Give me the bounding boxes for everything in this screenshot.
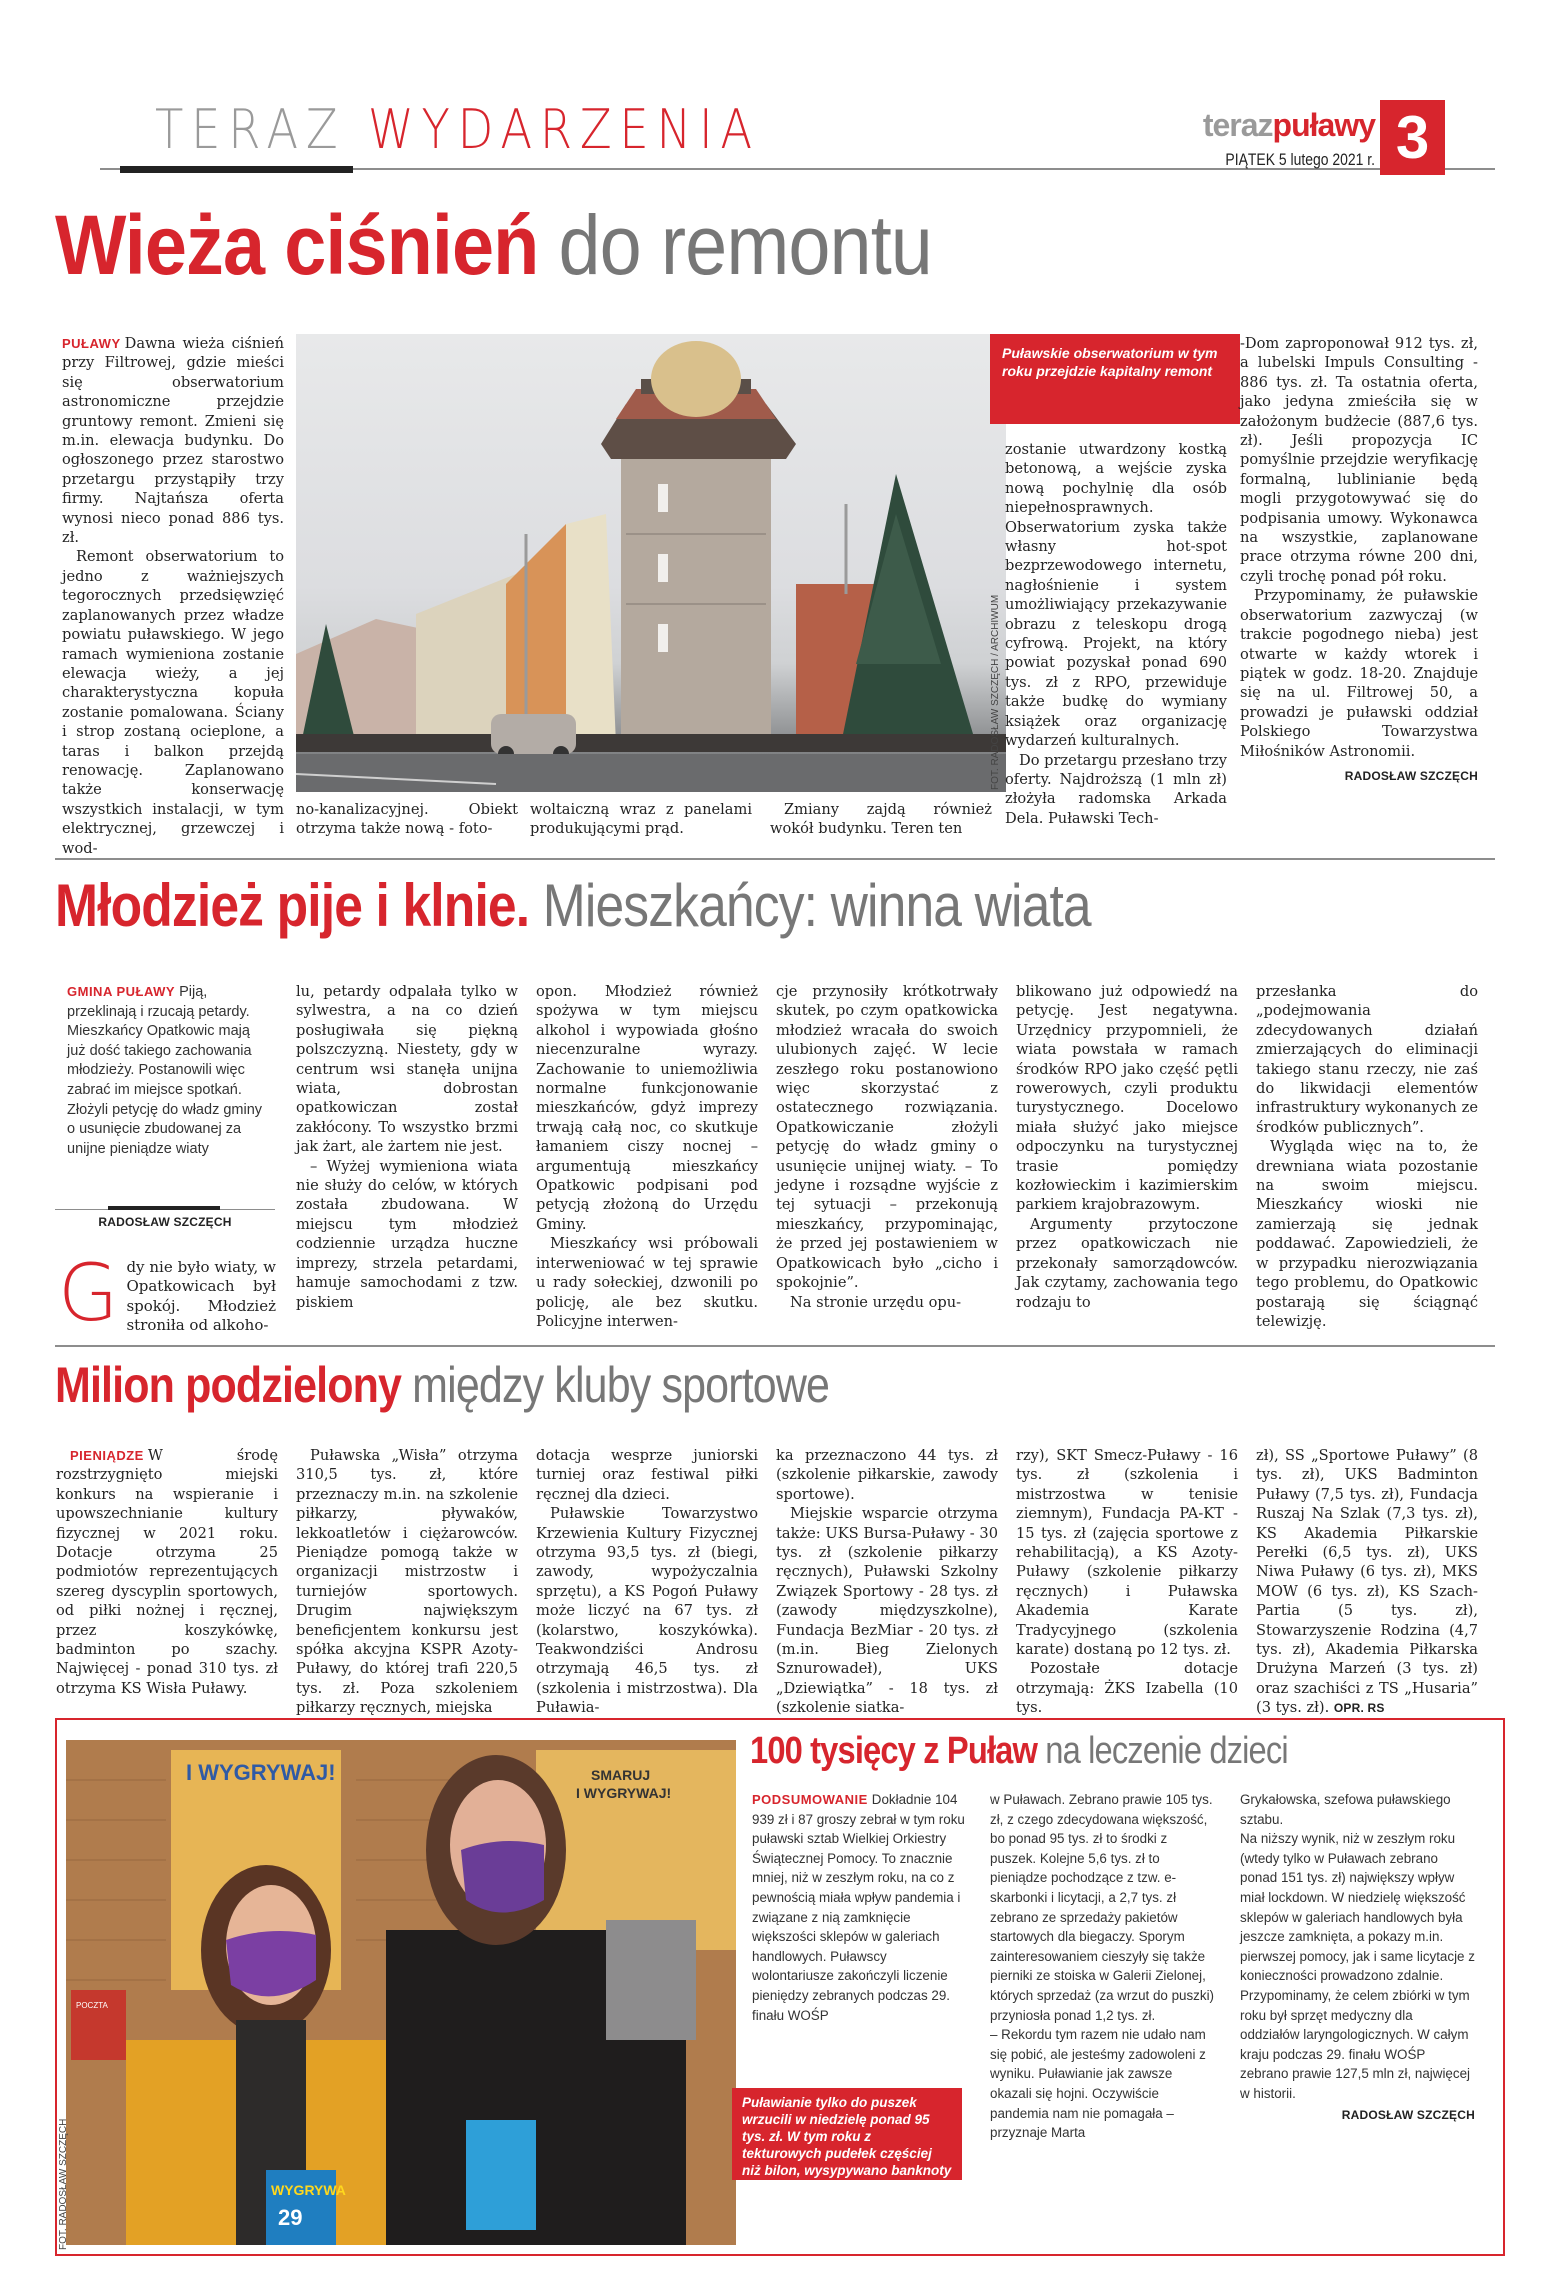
text: W środę rozstrzygnięto miejski konkurs na wspieranie i upowszechnianie kultury fizycznej w 2021 roku. Dotacje otrzyma 25 podmiotów reprezentujących szereg dyscyplin sportowych, od piłki nożnej i ręcznej, przez koszykówkę, badminton po szachy. Najwięcej - ponad 310 tys. zł otrzyma KS Wisła Puławy. bbox=[56, 1447, 278, 1697]
drop-cap: G bbox=[58, 1249, 119, 1339]
paragraph: no-kanalizacyjnej. Obiekt otrzyma także nową - foto- bbox=[296, 801, 518, 838]
paragraph: – Wyżej wymieniona wiata nie służy do celów, w których została zbudowana. W miejscu tym młodzież codziennie urządza huczne imprezy, strzela petardami, hamuje samochodami z tzw. piskiem bbox=[296, 1157, 518, 1311]
article3-column-2 bbox=[296, 1446, 518, 1718]
article1-column-4 bbox=[1005, 440, 1227, 828]
kicker: PUŁAWY bbox=[62, 336, 121, 351]
article1-column-1 bbox=[62, 334, 284, 858]
paragraph: Miejskie wsparcie otrzyma także: UKS Bursa-Puławy - 30 tys. zł (szkolenie piłkarzy ręcznych), Puławski Szkolny Związek Sportowy - 28 tys. zł (zawody międzyszkolne), Fundacja BezMiar - 20 tys. zł (m.in. Bieg Zielonych Sznurowadeł), UKS „Dziewiątka” - 18 tys. zł (szkolenie siatka- bbox=[776, 1505, 998, 1717]
article1-headline bbox=[55, 195, 932, 295]
section-title-gray: TERAZ bbox=[155, 98, 346, 161]
headline-gray: Mieszkańcy: winna wiata bbox=[542, 872, 1091, 939]
logo-pulawy: puławy bbox=[1272, 107, 1375, 143]
paragraph: w Puławach. Zebrano prawie 105 tys. zł, z czego zdecydowana większość, bo ponad 95 tys. zł to środki z puszek. Kolejne 5,6 tys. zł to pieniądze pochodzące z tzw. e-skarbonki i licytacji, a 2,7 tys. zł zebrano ze sprzedaży pakietów startowych dla biegaczy. Sporym zainteresowaniem cieszyły się także pierniki ze stoiska w Galerii Zielonej, których sprzedaż (za wrzut do puszki) przyniosła ponad 1,2 tys. zł. bbox=[990, 1792, 1214, 2023]
svg-text:29: 29 bbox=[278, 2205, 303, 2230]
paragraph: przesłanka do „podejmowania zdecydowanych działań zmierzających do eliminacji takiego stanu rzeczy, nie zaś do likwidacji elementów infrastruktury wykonanych ze środków publicznych”. bbox=[1256, 983, 1478, 1136]
wosp-photo-caption: Puławianie tylko do puszek wrzucili w niedzielę ponad 95 tys. zł. W tym roku z tekturowych pudełek częściej niż bilon, wysypywano banknoty bbox=[732, 2088, 962, 2180]
headline-gray: na leczenie dzieci bbox=[1045, 1730, 1288, 1772]
photo-caption: Puławskie obserwatorium w tym roku przejdzie kapitalny remont bbox=[990, 334, 1240, 424]
paragraph: -Dom zaproponował 912 tys. zł, a lubelski Impuls Consulting - 886 tys. zł. Ta ostatnia oferta, jako jedyna zmieściła się w założonym budżecie (887,6 tys. zł). Jeśli propozycja IC pomyślnie przejdzie weryfikację formalną, lublinianie będą mogli przygotowywać się do podpisania umowy. Wykonawca na wszystkie, zaplanowane prace otrzyma równe 200 dni, czyli trochę ponad pół roku. bbox=[1240, 335, 1478, 585]
paragraph: – Rekordu tym razem nie udało nam się pobić, ale jesteśmy zadowoleni z wyniku. Puławianie jak zawsze okazali się hojni. Oczywiście pandemia nam nie pomagała – przyznaje Marta bbox=[990, 2027, 1206, 2141]
article3-headline bbox=[55, 1355, 829, 1415]
lead-byline: RADOSŁAW SZCZĘCH bbox=[98, 1215, 232, 1229]
paragraph: Grykałowska, szefowa puławskiego sztabu. bbox=[1240, 1792, 1451, 1827]
text: Dokładnie 104 939 zł i 87 groszy zebrał w tym roku puławski sztab Wielkiej Orkiestry Świątecznej Pomocy. To znacznie mniej, niż w zeszłym roku, na co z pewnością miała wpływ pandemia i związane z nią zamknięcie większości sklepów w galeriach handlowych. Puławscy wolontariusze zakończyli liczenie pieniędzy zebranych podczas 29. finału WOŚP bbox=[752, 1792, 965, 2023]
svg-text:WYGRYWA: WYGRYWA bbox=[271, 2182, 346, 2198]
text: zł), SS „Sportowe Puławy” (8 tys. zł), UKS Badminton Puławy (7,5 tys. zł), Fundacja Ruszaj Na Szlak (7,3 tys. zł), KS Akademia Piłkarskie Perełki (6,5 tys. zł), UKS Niwa Puławy (6 tys. zł), MKS MOW (6 tys. zł), KS Szach-Partia (5 tys. zł), Stowarzyszenie Rodzina (4,7 tys. zł), Akademia Piłkarska Drużyna Marzeń (3 tys. zł) oraz szachiści z TS „Husaria” (3 tys. zł). bbox=[1256, 1447, 1478, 1717]
article4-column-3 bbox=[1240, 1790, 1475, 2125]
wosp-photo bbox=[66, 1740, 736, 2245]
lead-rule-accent bbox=[108, 1206, 220, 1210]
article4-column-2 bbox=[990, 1790, 1215, 2143]
article4-headline bbox=[750, 1728, 1288, 1774]
article3-column-5 bbox=[1016, 1446, 1238, 1718]
page-number: 3 bbox=[1380, 100, 1445, 175]
water-tower-image bbox=[296, 334, 1006, 792]
article3-column-3 bbox=[536, 1446, 758, 1718]
logo-teraz: teraz bbox=[1202, 107, 1273, 143]
paragraph: Argumenty przytoczone przez opatkowiczach nie przekonały samorządowców. Jak czytamy, zachowania tego rodzaju to bbox=[1016, 1215, 1238, 1311]
paragraph bbox=[62, 334, 284, 547]
paragraph: rzy), SKT Smecz-Puławy - 16 tys. zł (szkolenia i mistrzostwa w tenisie ziemnym), Fundacja PA-KT - 15 tys. zł (zajęcia sportowe z rehabilitacją), a KS Azoty-Puławy (szkolenie piłkarzy ręcznych) i Puławska Akademia Karate Tradycyjnego (szkolenia karate) dostaną po 12 tys. zł. bbox=[1016, 1447, 1238, 1659]
paragraph: Na niższy wynik, niż w zeszłym roku (wtedy tylko w Puławach zebrano ponad 151 tys. zł) największy wpływ miał lockdown. W niedzielę większość sklepów w galeriach handlowych była jeszcze zamknięta, a pokazy m.in. pierwszej pomocy, jak i same licytacje z konieczności prowadzono zdalnie. bbox=[1240, 1831, 1475, 1984]
article2-column-5 bbox=[1016, 982, 1238, 1312]
section-divider bbox=[55, 858, 1495, 860]
article2-column-3 bbox=[536, 982, 758, 1331]
paragraph bbox=[56, 1446, 278, 1698]
article1-column-3b bbox=[770, 800, 992, 839]
byline: RADOSŁAW SZCZĘCH bbox=[1341, 2107, 1475, 2122]
article3-column-4 bbox=[776, 1446, 998, 1718]
headline-red: Milion podzielony bbox=[55, 1357, 402, 1413]
headline-gray: do remontu bbox=[558, 198, 932, 292]
kicker: GMINA PUŁAWY bbox=[67, 984, 176, 999]
paragraph: lu, petardy odpalała tylko w sylwestra, a na co dzień posługiwała się piękną polszczyzną. Niestety, gdy w centrum wsi stanęła unijna wiata, dobrostan opatkowiczan został zakłócony. To wszystko brzmi jak żart, ale żartem nie jest. bbox=[296, 983, 518, 1156]
article2-column-1 bbox=[58, 1249, 276, 1339]
lead-text: Piją, przeklinają i rzucają petardy. Mieszkańcy Opatkowic mają już dość takiego zachowania młodzieży. Postanowili więc zabrać im miejsce spotkań. Złożyli petycję do władz gminy o usunięcie zbudowanej za unijne pieniądze wiaty bbox=[67, 984, 263, 1157]
section-title bbox=[155, 100, 760, 160]
paragraph: Mieszkańcy wsi próbowali interweniować w tej sprawie u rady sołeckiej, dzwonili po policję, ale bez skutku. Policyjne interwen- bbox=[536, 1235, 758, 1330]
paragraph: Do przetargu przesłano trzy oferty. Najdroższą (1 mln zł) złożyła radomska Arkada Dela. Puławski Tech- bbox=[1005, 751, 1227, 827]
text: dy nie było wiaty, w Opatkowicach był spokój. Młodzież stroniła od alkoho- bbox=[126, 1258, 276, 1335]
headline-red: 100 tysięcy z Puław bbox=[750, 1730, 1038, 1772]
text: Dawna wieża ciśnień przy Filtrowej, gdzie mieści się obserwatorium astronomiczne przejdzie gruntowy remont. Zmieni się m.in. elewacja budynku. Do ogłoszonego przez starostwo przetargu przystąpiły trzy firmy. Najtańsza oferta wynosi nieco ponad 886 tys. zł. bbox=[62, 335, 284, 547]
svg-text:SMARUJ: SMARUJ bbox=[591, 1767, 651, 1783]
kicker: PODSUMOWANIE bbox=[752, 1792, 868, 1807]
paragraph: opon. Młodzież również spożywa w tym miejscu alkohol i wypowiada głośno niecenzuralne wyrazy. Zachowanie to uniemożliwia normalne funkcjonowanie mieszkańców, gdyż imprezy trwają całą noc, co skutkuje łamaniem ciszy nocnej – argumentują mieszkańcy Opatkowic podpisani pod petycją złożoną do Urzędu Gminy. bbox=[536, 983, 758, 1233]
paragraph: cje przynosiły krótkotrwały skutek, po czym opatkowicka młodzież wracała do swoich ulubionych zajęć. W lecie zeszłego roku postanowiono więc skorzystać z ostatecznego rozwiązania. Opatkowiczanie złożyli petycję do władz gminy o usunięcie unijnej wiaty. – To jedyne i rozsądne wyjście z tej sytuacji – przekonują mieszkańcy, przypominając, że przed jej postawieniem w Opatkowicach było „cicho i spokojnie”. bbox=[776, 983, 998, 1292]
photo-credit: FOT. RADOSŁAW SZCZĘCH / ARCHIWUM bbox=[990, 594, 1001, 790]
svg-text:I WYGRYWAJ!: I WYGRYWAJ! bbox=[186, 1760, 336, 1785]
article2-column-6 bbox=[1256, 982, 1478, 1331]
paragraph: Remont obserwatorium to jedno z ważniejszych tegorocznych przedsięwzięć zaplanowanych przez władze powiatu puławskiego. W jego ramach wymieniona zostanie elewacja wieży, a jej charakterystyczna kopuła zostanie pomalowana. Ściany i strop zostaną ocieplone, a taras i balkon przejdą renowację. Zaplanowano także konserwację wszystkich instalacji, w tym elektrycznej, grzewczej i wod- bbox=[62, 548, 284, 857]
paragraph: Puławskie Towarzystwo Krzewienia Kultury Fizycznej otrzyma 93,5 tys. zł (biegi, zawody, wypożyczalnia sprzętu), a KS Pogoń Puławy może liczyć na 67 tys. zł (kolarstwo, koszykówka). Teakwondziści Androsu otrzymają 46,5 tys. zł (szkolenia i mistrzostwa). Dla Puławia- bbox=[536, 1505, 758, 1717]
section-divider bbox=[55, 1345, 1495, 1347]
article4-column-1 bbox=[752, 1790, 967, 2025]
headline-red: Młodzież pije i klnie. bbox=[55, 872, 530, 939]
headline-gray: między kluby sportowe bbox=[412, 1357, 830, 1413]
svg-text:POCZTA: POCZTA bbox=[76, 2001, 108, 2010]
article3-column-6 bbox=[1256, 1446, 1478, 1719]
paragraph: blikowano już odpowiedź na petycję. Jest negatywna. Urzędnicy przypomnieli, że wiata powstała w ramach środków RPO jako część pętli rowerowych, czyli produktu turystycznego. Docelowo miała służyć jako miejsce odpoczynku na turystycznej trasie pomiędzy kozłowieckim i kazimierskim parkiem krajobrazowym. bbox=[1016, 983, 1238, 1214]
publication-date: PIĄTEK 5 lutego 2021 r. bbox=[1225, 150, 1375, 169]
paragraph: ka przeznaczono 44 tys. zł (szkolenie piłkarskie, zawody sportowe). bbox=[776, 1447, 998, 1503]
headline-red: Wieża ciśnień bbox=[55, 198, 539, 292]
paragraph bbox=[1256, 1446, 1478, 1719]
header-accent-bar bbox=[120, 166, 353, 173]
article1-column-5 bbox=[1240, 334, 1478, 786]
svg-text:I WYGRYWAJ!: I WYGRYWAJ! bbox=[576, 1785, 672, 1801]
article1-column-2 bbox=[296, 800, 518, 839]
article2-column-4 bbox=[776, 982, 998, 1312]
article2-headline bbox=[55, 870, 1091, 942]
masthead-logo bbox=[1160, 108, 1375, 142]
paragraph: Zmiany zajdą również wokół budynku. Teren ten bbox=[770, 801, 992, 838]
article2-lead bbox=[67, 982, 272, 1159]
paragraph: Przypominamy, że celem zbiórki w tym roku był sprzęt medyczny dla oddziałów laryngologicznych. W całym kraju podczas 29. finału WOŚP zebrano prawie 127,5 mln zł, najwięcej w historii. bbox=[1240, 1987, 1470, 2101]
paragraph: Pozostałe dotacje otrzymają: ŻKS Izabella (10 tys. bbox=[1016, 1660, 1238, 1717]
byline: RADOSŁAW SZCZĘCH bbox=[1344, 768, 1478, 783]
paragraph: Przypominamy, że puławskie obserwatorium zazwyczaj (w trakcie pogodnego nieba) jest otwarte w każdy wtorek i piątek w godz. 18-20. Znajduje się na ul. Filtrowej 50, a prowadzi je puławski oddział Polskiego Towarzystwa Miłośników Astronomii. bbox=[1240, 587, 1478, 760]
paragraph: Na stronie urzędu opu- bbox=[790, 1293, 962, 1311]
volunteers-image bbox=[66, 1740, 736, 2245]
article2-column-2 bbox=[296, 982, 518, 1312]
paragraph: dotacja wesprze juniorski turniej oraz festiwal piłki ręcznej dla dzieci. bbox=[536, 1447, 758, 1503]
paragraph: Puławska „Wisła” otrzyma 310,5 tys. zł, które przeznaczy m.in. na szkolenie piłkarzy, pływaków, lekkoatletów i ciężarowców. Pieniądze pomogą także w organizacji mistrzostw i turniejów sportowych. Drugim największym beneficjentem konkursu jest spółka akcyjna KSPR Azoty-Puławy, do której trafi 220,5 tys. zł. Poza szkoleniem piłkarzy ręcznych, miejska bbox=[296, 1447, 518, 1717]
paragraph: zostanie utwardzony kostką betonową, a wejście zyska nową pochylnię dla osób niepełnosprawnych. Obserwatorium zyska także własny hot-spot bezprzewodowego internetu, nagłośnienie i system umożliwiający przekazywanie obrazu z teleskopu drogą cyfrową. Projekt, na który powiat pozyskał ponad 690 tys. zł z RPO, przewiduje także budkę do wymiany książek oraz organizację wydarzeń kulturalnych. bbox=[1005, 441, 1227, 750]
article1-column-3 bbox=[530, 800, 752, 839]
paragraph: Wygląda więc na to, że drewniana wiata pozostanie na swoim miejscu. Mieszkańcy wioski nie zamierzają się jednak poddawać. Zapowiedzieli, że w przypadku nierozwiązania tego problemu, do Opatkowic postarają się ściągnąć telewizję. bbox=[1256, 1138, 1478, 1330]
tower-photo bbox=[296, 334, 1006, 792]
kicker: PIENIĄDZE bbox=[70, 1448, 144, 1463]
paragraph: woltaiczną wraz z panelami produkującymi prąd. bbox=[530, 801, 752, 838]
section-title-red: WYDARZENIA bbox=[367, 98, 760, 161]
byline: OPR. RS bbox=[1333, 1701, 1385, 1716]
wosp-photo-credit: FOT. RADOSŁAW SZCZĘCH bbox=[58, 2118, 69, 2250]
article3-column-1 bbox=[56, 1446, 278, 1698]
